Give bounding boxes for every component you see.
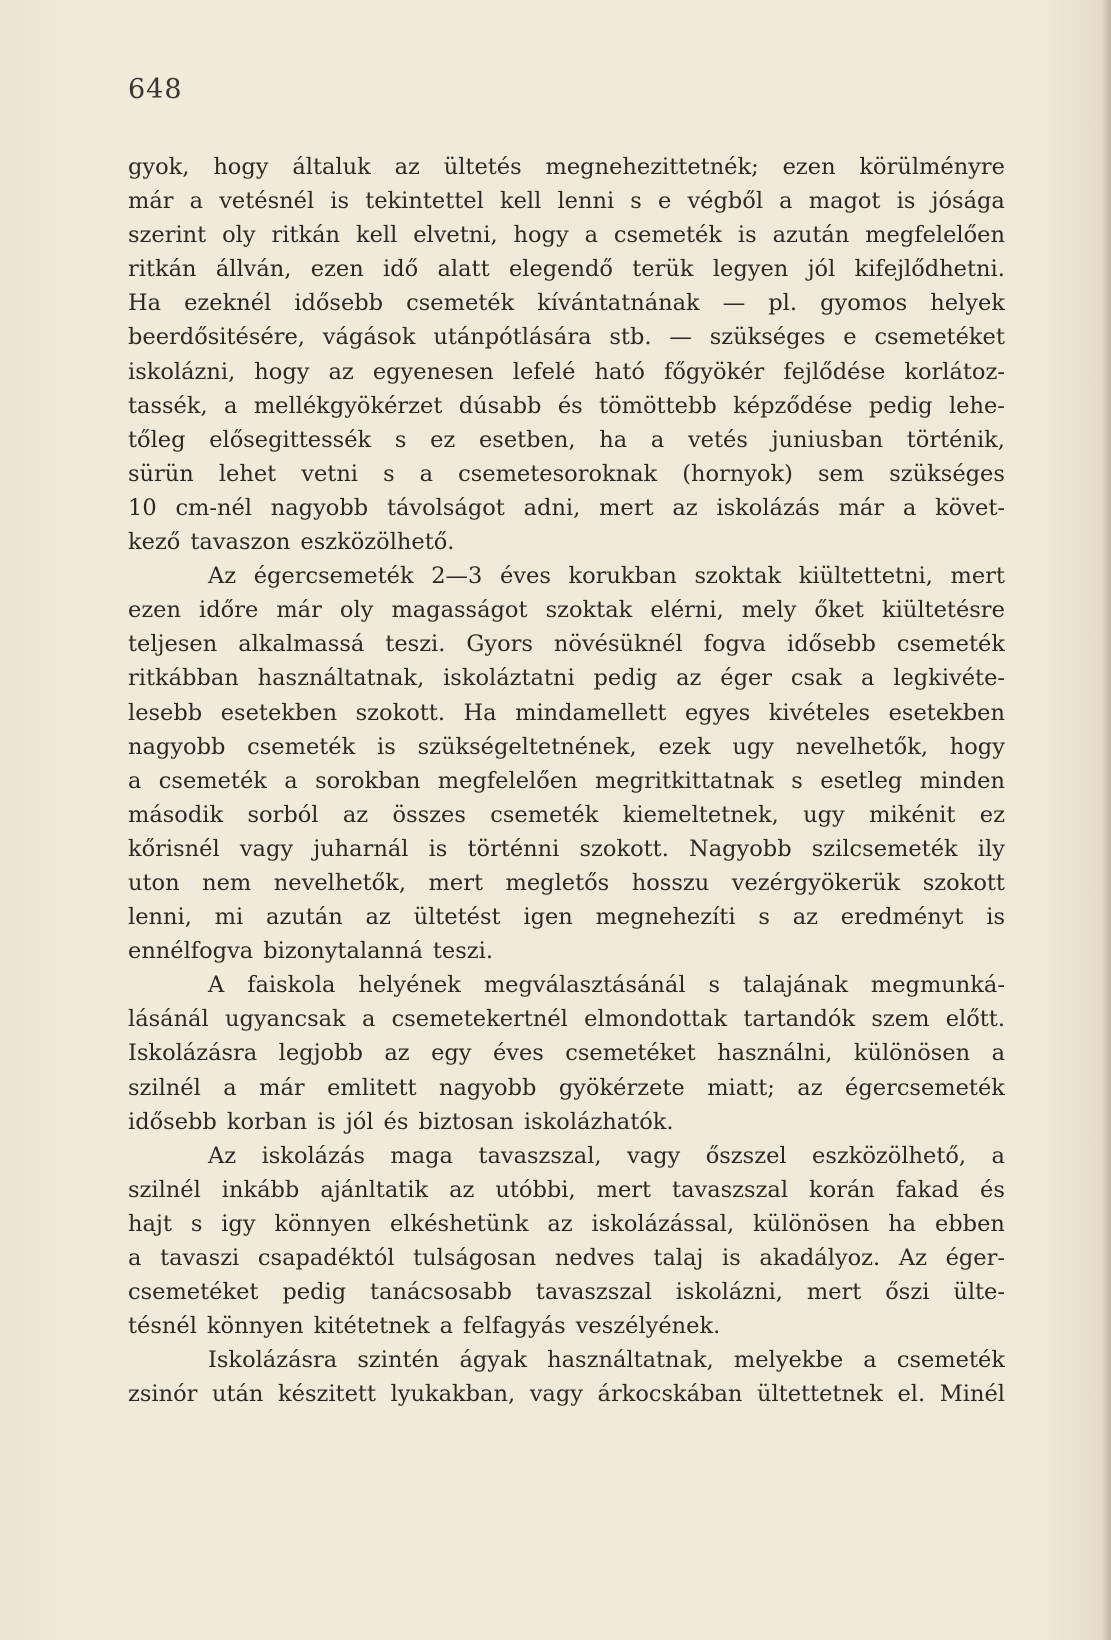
text-line: teljesen alkalmassá teszi. Gyors növésüknél fogva idősebb csemeték [128,631,1005,658]
text-line: ezen időre már oly magasságot szoktak elérni, mely őket kiültetésre [128,597,1005,624]
text-line: idősebb korban is jól és biztosan iskolázhatók. [128,1108,674,1135]
page-edge-shadow [1101,0,1111,1640]
text-line: második sorból az összes csemeték kiemeltetnek, ugy mikénit ez [128,801,1005,828]
text-line: gyok, hogy általuk az ültetés megnehezittetnék; ezen körülményre [128,154,1005,180]
text-line: Iskolázásra szintén ágyak használtatnak, melyekbe a csemeték [208,1347,1005,1374]
text-line: beerdősitésére, vágások utánpótlására stb. — szükséges e csemetéket [128,324,1005,351]
text-line: tassék, a mellékgyökérzet dúsabb és tömöttebb képződése pedig lehe- [128,392,1005,419]
text-line: már a vetésnél is tekintettel kell lenni s e végből a magot is jósága [128,188,1005,215]
text-line: uton nem nevelhetők, mert megletős hosszu vezérgyökerük szokott [128,869,1005,896]
text-line: ritkábban használtatnak, iskoláztatni pedig az éger csak a legkivéte- [128,665,1005,692]
text-line: a tavaszi csapadéktól tulságosan nedves talaj is akadályoz. Az éger- [128,1245,1005,1271]
text-line: lesebb esetekben szokott. Ha mindamellett egyes kivételes esetekben [128,699,1005,726]
text-line: kező tavaszon eszközölhető. [128,529,455,556]
text-line: szilnél a már emlitett nagyobb gyökérzete miatt; az égercsemeték [128,1074,1005,1101]
text-line: tésnél könnyen kitétetnek a felfagyás veszélyének. [128,1313,721,1340]
text-line: Az égercsemeték 2—3 éves korukban szoktak kiültettetni, mert [208,563,1005,590]
text-line: ennélfogva bizonytalanná teszi. [128,938,493,965]
text-line: Ha ezeknél idősebb csemeték kívántatnának — pl. gyomos helyek [128,290,1005,317]
text-line: lenni, mi azután az ültetést igen megnehezíti s az eredményt is [128,904,1005,931]
text-line: iskolázni, hogy az egyenesen lefelé ható főgyökér fejlődése korlátoz- [128,358,1005,385]
text-line: lásánál ugyancsak a csemetekertnél elmondottak tartandók szem előtt. [128,1006,1005,1033]
text-line: Az iskolázás maga tavaszszal, vagy őszszel eszközölhető, a [208,1142,1005,1169]
text-line: nagyobb csemeték is szükségeltetnének, ezek ugy nevelhetők, hogy [128,733,1005,760]
text-line: A faiskola helyének megválasztásánál s talajának megmunká- [208,972,1005,999]
text-line: csemetéket pedig tanácsosabb tavaszszal iskolázni, mert őszi ülte- [128,1279,1005,1306]
text-line: sürün lehet vetni s a csemetesoroknak (hornyok) sem szükséges [128,460,1005,487]
text-line: szerint oly ritkán kell elvetni, hogy a csemeték is azután megfelelően [128,222,1005,249]
text-line: a csemeték a sorokban megfelelően megritkittatnak s esetleg minden [128,767,1005,794]
text-line: 10 cm-nél nagyobb távolságot adni, mert az iskolázás már a követ- [128,494,1005,521]
text-line: zsinór után készitett lyukakban, vagy árkocskában ültettetnek el. Minél [128,1381,1005,1408]
text-line: szilnél inkább ajánltatik az utóbbi, mert tavaszszal korán fakad és [128,1176,1005,1203]
text-line: ritkán állván, ezen idő alatt elegendő terük legyen jól kifejlődhetni. [128,256,1005,283]
page-number: 648 [128,74,183,105]
text-line: hajt s igy könnyen elkéshetünk az iskolázással, különösen ha ebben [128,1210,1005,1237]
text-line: Iskolázásra legjobb az egy éves csemetéket használni, különösen a [128,1040,1005,1067]
body-text [128,150,1005,1411]
text-line: tőleg elősegittessék s ez esetben, ha a vetés juniusban történik, [128,426,1005,453]
text-line: kőrisnél vagy juharnál is történni szokott. Nagyobb szilcsemeték ily [128,835,1005,862]
